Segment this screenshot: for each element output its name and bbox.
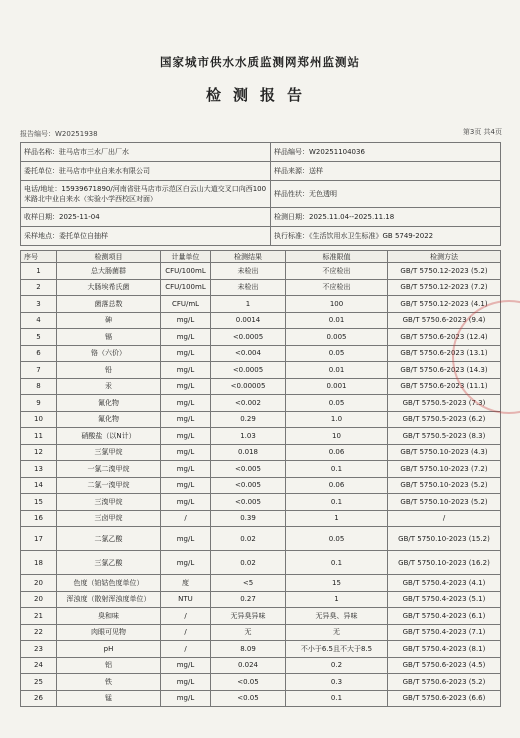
cell-item: 浑浊度（散射浑浊度单位） [57, 591, 161, 608]
report-number [20, 129, 98, 139]
cell-method: GB/T 5750.4-2023 (7.1) [388, 624, 501, 641]
cell-unit: / [161, 624, 211, 641]
cell-item: 二氯乙酸 [57, 527, 161, 551]
cell-unit: mg/L [161, 461, 211, 478]
cell-no: 3 [21, 296, 57, 313]
cell-unit: CFU/100mL [161, 279, 211, 296]
cell-result: <0.002 [211, 395, 286, 412]
cell-item: 二氯一溴甲烷 [57, 477, 161, 494]
cell-method: GB/T 5750.12-2023 (4.1) [388, 296, 501, 313]
cell-method: GB/T 5750.6-2023 (14.3) [388, 362, 501, 379]
table-row [21, 494, 501, 511]
cell-method: GB/T 5750.10-2023 (5.2) [388, 494, 501, 511]
table-row [21, 674, 501, 691]
sampling-cell [21, 227, 271, 246]
cell-item: 三氯乙酸 [57, 551, 161, 575]
cell-limit: 无 [286, 624, 388, 641]
cell-unit: / [161, 641, 211, 658]
cell-item: 铁 [57, 674, 161, 691]
source-cell [271, 162, 501, 181]
table-row [21, 279, 501, 296]
property-cell [271, 181, 501, 208]
col-header-item: 检测项目 [57, 251, 161, 263]
cell-item: 色度（铂钴色度单位） [57, 575, 161, 592]
cell-unit: mg/L [161, 551, 211, 575]
cell-item: 三卤甲烷 [57, 510, 161, 527]
report-number-label: 报告编号： [20, 130, 55, 138]
cell-item: 砷 [57, 312, 161, 329]
cell-limit: 0.2 [286, 657, 388, 674]
col-header-result: 检测结果 [211, 251, 286, 263]
cell-unit: mg/L [161, 674, 211, 691]
cell-limit: 不应检出 [286, 263, 388, 280]
cell-limit: 0.05 [286, 395, 388, 412]
cell-result: 0.018 [211, 444, 286, 461]
cell-item: 铬（六价） [57, 345, 161, 362]
cell-item: 铝 [57, 657, 161, 674]
cell-result: 0.024 [211, 657, 286, 674]
cell-item: 一氯二溴甲烷 [57, 461, 161, 478]
cell-no: 9 [21, 395, 57, 412]
cell-result: 8.09 [211, 641, 286, 658]
cell-limit: 0.05 [286, 527, 388, 551]
cell-no: 14 [21, 477, 57, 494]
cell-item: 大肠埃希氏菌 [57, 279, 161, 296]
sampling-value: 委托单位自抽样 [59, 232, 108, 240]
table-row [21, 378, 501, 395]
contact-cell [21, 181, 271, 208]
cell-no: 13 [21, 461, 57, 478]
cell-limit: 0.01 [286, 362, 388, 379]
cell-method: GB/T 5750.6-2023 (9.4) [388, 312, 501, 329]
results-table [20, 250, 501, 707]
cell-unit: mg/L [161, 444, 211, 461]
table-row [21, 510, 501, 527]
cell-result: <0.05 [211, 674, 286, 691]
cell-limit: 无异臭、异味 [286, 608, 388, 625]
cell-no: 24 [21, 657, 57, 674]
cell-no: 11 [21, 428, 57, 445]
cell-item: 硝酸盐（以N计） [57, 428, 161, 445]
cell-method: GB/T 5750.10-2023 (7.2) [388, 461, 501, 478]
cell-unit: / [161, 608, 211, 625]
cell-method: GB/T 5750.5-2023 (6.2) [388, 411, 501, 428]
cell-item: 三氯甲烷 [57, 444, 161, 461]
cell-method: GB/T 5750.4-2023 (6.1) [388, 608, 501, 625]
cell-unit: mg/L [161, 395, 211, 412]
cell-no: 26 [21, 690, 57, 707]
cell-item: 氰化物 [57, 395, 161, 412]
client-label: 委托单位： [24, 167, 59, 175]
cell-unit: mg/L [161, 690, 211, 707]
cell-no: 8 [21, 378, 57, 395]
table-row [21, 551, 501, 575]
standard-value: 《生活饮用水卫生标准》GB 5749-2022 [309, 232, 434, 240]
cell-limit: 0.1 [286, 461, 388, 478]
cell-no: 12 [21, 444, 57, 461]
cell-result: 0.39 [211, 510, 286, 527]
cell-unit: mg/L [161, 312, 211, 329]
cell-unit: mg/L [161, 378, 211, 395]
cell-limit: 15 [286, 575, 388, 592]
cell-item: 汞 [57, 378, 161, 395]
cell-item: 镉 [57, 329, 161, 346]
cell-method: GB/T 5750.6-2023 (11.1) [388, 378, 501, 395]
cell-limit: 0.1 [286, 690, 388, 707]
cell-result: 未检出 [211, 263, 286, 280]
cell-no: 20 [21, 575, 57, 592]
standard-cell [271, 227, 501, 246]
cell-no: 15 [21, 494, 57, 511]
cell-limit: 0.005 [286, 329, 388, 346]
cell-limit: 1.0 [286, 411, 388, 428]
table-row [21, 624, 501, 641]
organization-name: 国家城市供水水质监测网郑州监测站 [160, 55, 360, 69]
cell-limit: 1 [286, 591, 388, 608]
cell-no: 20 [21, 591, 57, 608]
cell-item: 铅 [57, 362, 161, 379]
cell-method: GB/T 5750.6-2023 (12.4) [388, 329, 501, 346]
table-row [21, 362, 501, 379]
cell-limit: 0.05 [286, 345, 388, 362]
table-row [21, 428, 501, 445]
cell-method: GB/T 5750.12-2023 (7.2) [388, 279, 501, 296]
table-row [21, 345, 501, 362]
cell-unit: mg/L [161, 477, 211, 494]
cell-limit: 不应检出 [286, 279, 388, 296]
cell-limit: 10 [286, 428, 388, 445]
cell-item: 锰 [57, 690, 161, 707]
cell-item: 肉眼可见物 [57, 624, 161, 641]
cell-limit: 0.06 [286, 444, 388, 461]
property-label: 样品性状： [274, 190, 309, 198]
sample-no-label: 样品编号： [274, 148, 309, 156]
cell-limit: 0.001 [286, 378, 388, 395]
cell-no: 1 [21, 263, 57, 280]
table-row [21, 461, 501, 478]
cell-method: GB/T 5750.10-2023 (15.2) [388, 527, 501, 551]
table-row [21, 641, 501, 658]
client-value: 驻马店市中业自来水有限公司 [59, 167, 150, 175]
col-header-limit: 标准限值 [286, 251, 388, 263]
cell-unit: mg/L [161, 527, 211, 551]
cell-unit: mg/L [161, 362, 211, 379]
col-header-no: 序号 [21, 251, 57, 263]
cell-unit: / [161, 510, 211, 527]
table-row [21, 477, 501, 494]
received-date-cell [21, 208, 271, 227]
report-number-value: W20251938 [55, 130, 98, 138]
cell-result: 0.29 [211, 411, 286, 428]
cell-method: GB/T 5750.5-2023 (7.3) [388, 395, 501, 412]
cell-no: 6 [21, 345, 57, 362]
cell-item: 总大肠菌群 [57, 263, 161, 280]
table-row [21, 263, 501, 280]
cell-no: 17 [21, 527, 57, 551]
cell-unit: mg/L [161, 657, 211, 674]
cell-method: GB/T 5750.10-2023 (4.3) [388, 444, 501, 461]
cell-method: GB/T 5750.6-2023 (5.2) [388, 674, 501, 691]
cell-method: GB/T 5750.6-2023 (4.5) [388, 657, 501, 674]
cell-item: pH [57, 641, 161, 658]
cell-result: 无异臭异味 [211, 608, 286, 625]
table-row [21, 411, 501, 428]
cell-result: <0.0005 [211, 329, 286, 346]
cell-result: <0.004 [211, 345, 286, 362]
table-row [21, 329, 501, 346]
cell-no: 5 [21, 329, 57, 346]
cell-method: GB/T 5750.4-2023 (8.1) [388, 641, 501, 658]
cell-result: 0.02 [211, 527, 286, 551]
cell-unit: mg/L [161, 428, 211, 445]
cell-method: GB/T 5750.5-2023 (8.3) [388, 428, 501, 445]
cell-limit: 0.1 [286, 494, 388, 511]
cell-unit: mg/L [161, 329, 211, 346]
page-info: 第3页 共4页 [462, 128, 502, 136]
table-row [21, 312, 501, 329]
sample-info-table [20, 142, 501, 246]
table-row [21, 296, 501, 313]
sample-name-value: 驻马店市三水厂出厂水 [59, 148, 129, 156]
cell-result: 0.0014 [211, 312, 286, 329]
client-cell [21, 162, 271, 181]
results-header-row [21, 251, 501, 263]
source-label: 样品来源： [274, 167, 309, 175]
cell-method: GB/T 5750.4-2023 (5.1) [388, 591, 501, 608]
cell-no: 4 [21, 312, 57, 329]
table-row [21, 690, 501, 707]
cell-result: <0.0005 [211, 362, 286, 379]
table-row [21, 444, 501, 461]
cell-method: GB/T 5750.12-2023 (5.2) [388, 263, 501, 280]
sample-name-label: 样品名称： [24, 148, 59, 156]
contact-value: 15939671890/河南省驻马店市示范区白云山大道交叉口向西100米路北中业自来水（实验小学西校区对面） [24, 185, 267, 203]
sample-no-cell [271, 143, 501, 162]
cell-limit: 0.3 [286, 674, 388, 691]
cell-result: 0.02 [211, 551, 286, 575]
table-row [21, 575, 501, 592]
sample-name-cell [21, 143, 271, 162]
cell-result: <0.00005 [211, 378, 286, 395]
cell-result: 1.03 [211, 428, 286, 445]
cell-item: 氟化物 [57, 411, 161, 428]
cell-item: 三溴甲烷 [57, 494, 161, 511]
property-value: 无色透明 [309, 190, 337, 198]
contact-label: 电话/地址： [24, 185, 62, 193]
cell-method: GB/T 5750.4-2023 (4.1) [388, 575, 501, 592]
cell-result: <0.005 [211, 461, 286, 478]
cell-no: 18 [21, 551, 57, 575]
cell-no: 7 [21, 362, 57, 379]
cell-limit: 不小于6.5且不大于8.5 [286, 641, 388, 658]
report-title: 检测报告 [205, 86, 314, 104]
cell-limit: 0.01 [286, 312, 388, 329]
cell-limit: 0.06 [286, 477, 388, 494]
cell-result: 1 [211, 296, 286, 313]
cell-method: GB/T 5750.10-2023 (5.2) [388, 477, 501, 494]
cell-result: 0.27 [211, 591, 286, 608]
cell-unit: CFU/mL [161, 296, 211, 313]
cell-no: 2 [21, 279, 57, 296]
received-date-value: 2025-11-04 [59, 213, 100, 221]
cell-result: 无 [211, 624, 286, 641]
table-row [21, 591, 501, 608]
cell-method: GB/T 5750.6-2023 (6.6) [388, 690, 501, 707]
table-row [21, 527, 501, 551]
cell-item: 臭和味 [57, 608, 161, 625]
cell-unit: CFU/100mL [161, 263, 211, 280]
received-date-label: 收样日期： [24, 213, 59, 221]
cell-result: <0.05 [211, 690, 286, 707]
cell-unit: mg/L [161, 411, 211, 428]
col-header-unit: 计量单位 [161, 251, 211, 263]
table-row [21, 657, 501, 674]
test-date-cell [271, 208, 501, 227]
cell-result: <5 [211, 575, 286, 592]
test-date-value: 2025.11.04--2025.11.18 [309, 213, 395, 221]
cell-item: 菌落总数 [57, 296, 161, 313]
cell-limit: 100 [286, 296, 388, 313]
table-row [21, 608, 501, 625]
sampling-label: 采样地点： [24, 232, 59, 240]
cell-method: GB/T 5750.6-2023 (13.1) [388, 345, 501, 362]
cell-result: 未检出 [211, 279, 286, 296]
cell-unit: 度 [161, 575, 211, 592]
test-date-label: 检测日期： [274, 213, 309, 221]
source-value: 送样 [309, 167, 323, 175]
cell-no: 21 [21, 608, 57, 625]
table-row [21, 395, 501, 412]
cell-no: 25 [21, 674, 57, 691]
cell-result: <0.005 [211, 477, 286, 494]
col-header-method: 检测方法 [388, 251, 501, 263]
cell-unit: mg/L [161, 345, 211, 362]
sample-no-value: W20251104036 [309, 148, 365, 156]
standard-label: 执行标准： [274, 232, 309, 240]
cell-no: 16 [21, 510, 57, 527]
cell-unit: NTU [161, 591, 211, 608]
cell-no: 10 [21, 411, 57, 428]
cell-limit: 1 [286, 510, 388, 527]
cell-result: <0.005 [211, 494, 286, 511]
cell-unit: mg/L [161, 494, 211, 511]
cell-limit: 0.1 [286, 551, 388, 575]
cell-no: 22 [21, 624, 57, 641]
results-body [21, 263, 501, 707]
cell-method: GB/T 5750.10-2023 (16.2) [388, 551, 501, 575]
cell-no: 23 [21, 641, 57, 658]
cell-method: / [388, 510, 501, 527]
